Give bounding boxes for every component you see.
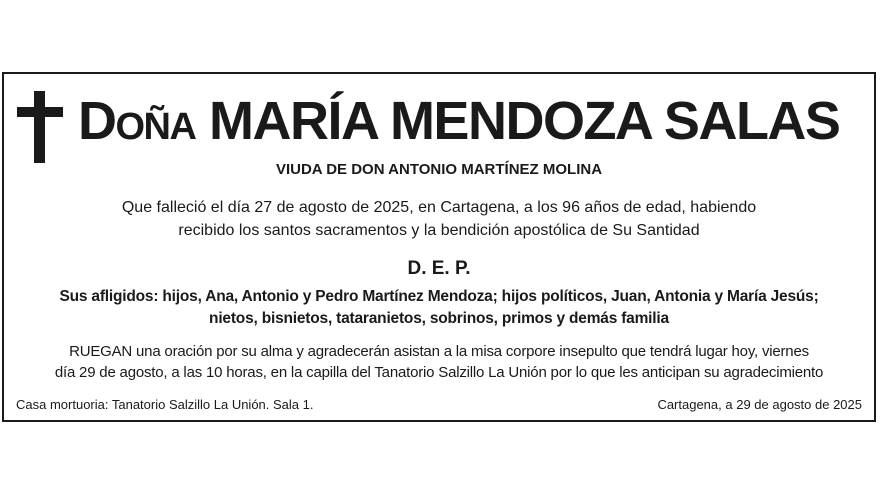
death-announcement-line-1: Que falleció el día 27 de agosto de 2025, en Cartagena, a los 96 años de edad, habiendo: [121, 199, 757, 216]
mourners-line-1: Sus afligidos: hijos, Ana, Antonio y Pedro Martínez Mendoza; hijos políticos, Juan, Antonia y María Jesús;: [59, 288, 819, 305]
death-announcement-line-2: recibido los santos sacramentos y la bendición apostólica de Su Santidad: [178, 222, 700, 239]
obituary-notice: [2, 72, 876, 422]
deceased-name-heading: [78, 90, 868, 152]
honorific-title: Doña: [78, 91, 196, 151]
latin-cross-icon: [17, 91, 63, 163]
mass-invitation-line-1: RUEGAN una oración por su alma y agradecerán asistan a la misa corpore insepulto que tendrá lugar hoy, viernes: [69, 343, 809, 360]
deceased-full-name: MARÍA MENDOZA SALAS: [208, 91, 840, 151]
widow-of-line: VIUDA DE DON ANTONIO MARTÍNEZ MOLINA: [275, 161, 603, 178]
place-and-date: Cartagena, a 29 de agosto de 2025: [657, 397, 862, 412]
rest-in-peace-label: D. E. P.: [407, 258, 471, 279]
mortuary-location: Casa mortuoria: Tanatorio Salzillo La Unión. Sala 1.: [16, 397, 314, 412]
mourners-line-2: nietos, bisnietos, tataranietos, sobrinos, primos y demás familia: [209, 310, 669, 327]
mass-invitation-line-2: día 29 de agosto, a las 10 horas, en la capilla del Tanatorio Salzillo La Unión por lo que les anticipan su agradecimiento: [54, 364, 824, 381]
mass-invitation: [4, 341, 874, 383]
death-announcement: [4, 196, 874, 242]
mourners-list: [4, 286, 874, 330]
